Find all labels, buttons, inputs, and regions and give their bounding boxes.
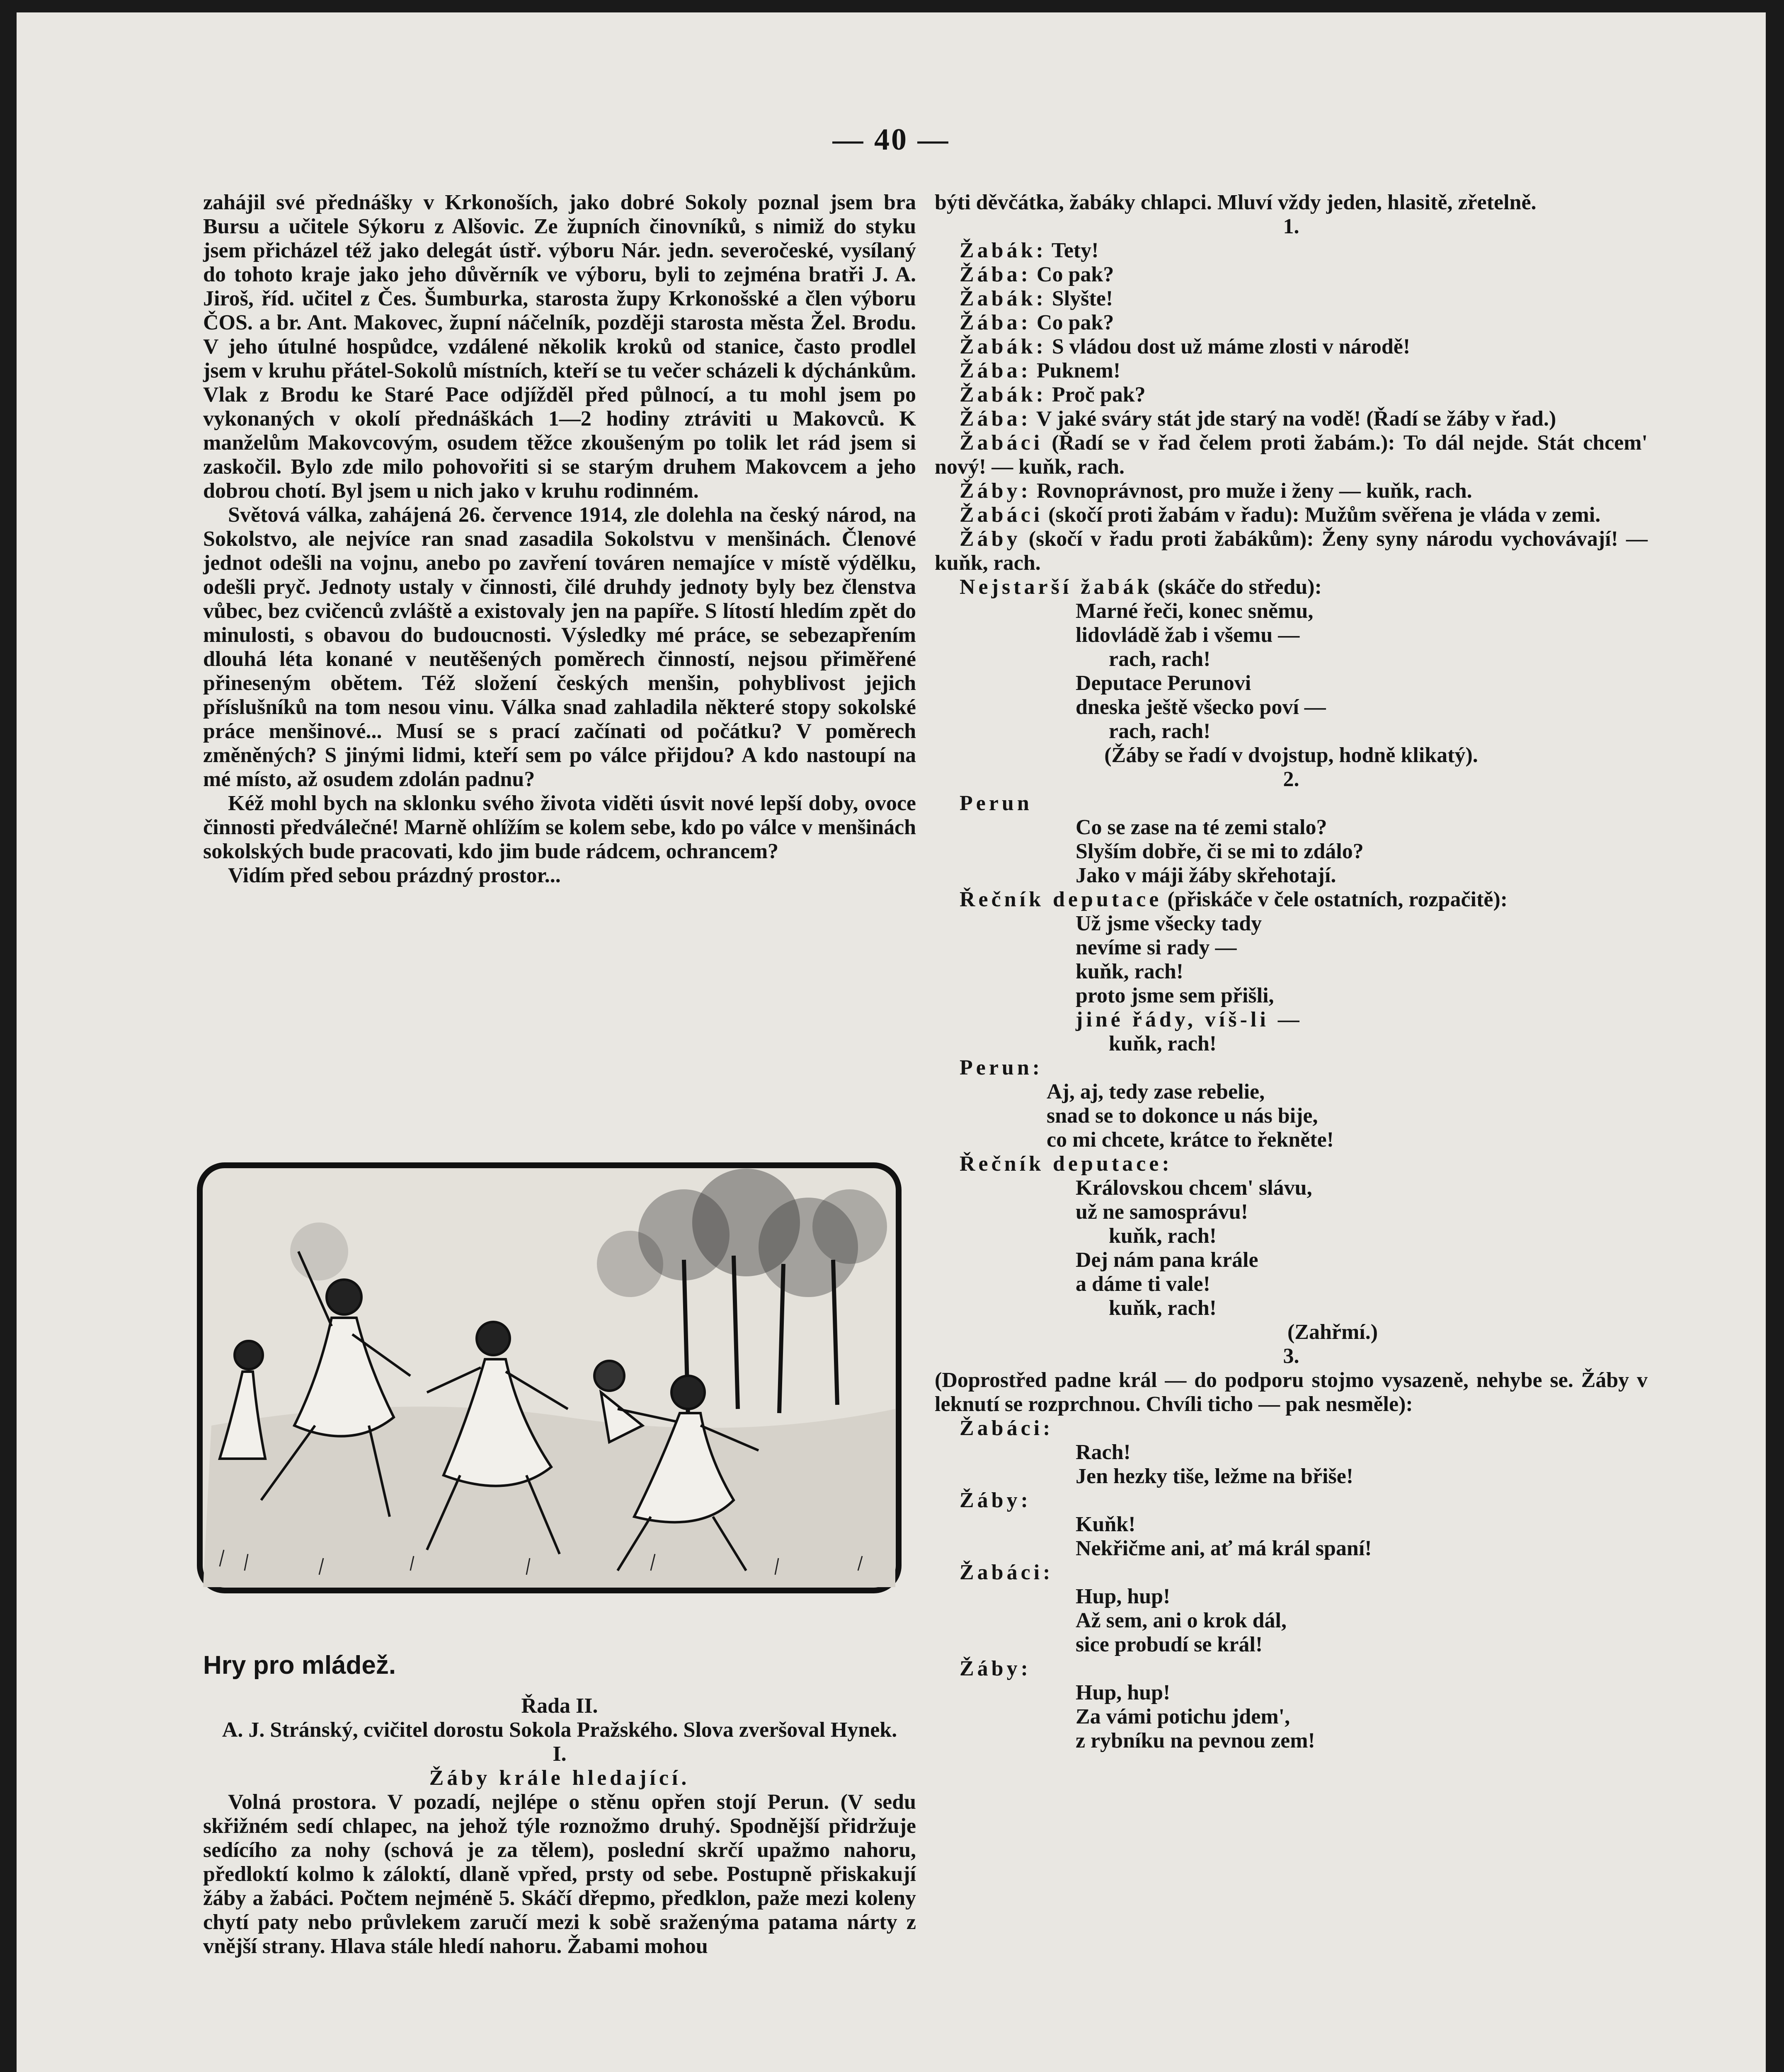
game-title: Žáby krále hledající. bbox=[429, 1766, 690, 1790]
verse-line: sice probudí se král! bbox=[1076, 1633, 1263, 1656]
verse-line: kuňk, rach! bbox=[1109, 1296, 1217, 1320]
verse-block bbox=[1076, 816, 1648, 888]
dialog-line: Žabák: S vládou dost už máme zlosti v národě! bbox=[960, 335, 1411, 358]
verse-line: Až sem, ani o krok dál, bbox=[1076, 1609, 1287, 1632]
dialog-line: Žabák: Tety! bbox=[960, 239, 1099, 262]
verse-line: Slyším dobře, či se mi to zdálo? bbox=[1076, 840, 1364, 863]
dialog-line: Žabák: Proč pak? bbox=[960, 383, 1146, 407]
dialog-line: Žába: Co pak? bbox=[960, 311, 1114, 334]
verse-line: Jen hezky tiše, ležme na břiše! bbox=[1076, 1464, 1354, 1488]
stage-direction: (Zahřmí.) bbox=[1287, 1320, 1378, 1344]
verse-line: kuňk, rach! bbox=[1076, 960, 1184, 983]
left-column bbox=[203, 191, 916, 888]
games-title: Hry pro mládež. bbox=[203, 1651, 396, 1680]
verse-line: snad se to dokonce u nás bije, bbox=[1047, 1104, 1318, 1128]
games-series: Řada II. bbox=[521, 1694, 598, 1718]
verse-block bbox=[1076, 1513, 1648, 1561]
verse-line: Kuňk! bbox=[1076, 1513, 1136, 1536]
dialog-line: Žabáci (Řadí se v řad čelem proti žabám.): To dál nejde. Stát chcem' nový! — kuňk, rach. bbox=[935, 431, 1648, 479]
verse-line: dneska ještě všecko poví — bbox=[1076, 695, 1326, 719]
verse-line: Hup, hup! bbox=[1076, 1681, 1171, 1704]
verse-line: Už jsme všecky tady bbox=[1076, 912, 1262, 935]
verse-line: jiné řády, víš-li — bbox=[1076, 1008, 1303, 1031]
dialog-line: Žáby: Rovnoprávnost, pro muže i ženy — kuňk, rach. bbox=[960, 479, 1472, 503]
dialog-line: Žabáci (skočí proti žabám v řadu): Mužům svěřena je vláda v zemi. bbox=[960, 503, 1601, 527]
speaker-zabaci: Žabáci: bbox=[960, 1561, 1054, 1584]
verse-block bbox=[1076, 912, 1648, 1056]
dialog-line: Nejstarší žabák (skáče do středu): bbox=[960, 575, 1322, 599]
verse-block bbox=[1047, 1080, 1648, 1152]
verse-line: Marné řeči, konec sněmu, bbox=[1076, 599, 1314, 623]
right-column bbox=[935, 191, 1648, 1753]
page-number: — 40 — bbox=[832, 123, 950, 157]
scene-1-number: 1. bbox=[1283, 215, 1299, 238]
verse-line: Královskou chcem' slávu, bbox=[1076, 1176, 1312, 1200]
game-intro: Volná prostora. V pozadí, nejlépe o stěnu opřen stojí Perun. (V sedu skřižném sedí chlapec, na jehož týle roznožmo druhý. Spodnější přidržuje sedícího za nohy (schová je za tělem), poslední skrčí upažmo nahoru, předloktí kolmo k záloktí, dlaně vpřed, prsty od sebe. Postupně přiskakují žáby a žabáci. Počtem nejméně 5. Skáčí dřepmo, předklon, paže mezi koleny chytí paty nebo průvlekem zaručí mezi k sobě sraženýma patama nárty z vnější strany. Hlava stále hledí nahoru. Žabami mohou bbox=[203, 1790, 916, 1958]
verse-block bbox=[1076, 599, 1648, 743]
verse-line: rach, rach! bbox=[1109, 719, 1211, 743]
dialog-line: Žába: Puknem! bbox=[960, 359, 1121, 382]
verse-line: co mi chcete, krátce to řekněte! bbox=[1047, 1128, 1334, 1152]
speaker-recnik: Řečník deputace: bbox=[960, 1152, 1173, 1176]
verse-line: z rybníku na pevnou zem! bbox=[1076, 1729, 1315, 1752]
left-paragraph-3: Kéž mohl bych na sklonku svého života viděti úsvit nové lepší doby, ovoce činnosti předválečné! Marně ohlížím se kolem sebe, kdo po válce v menšinách sokolských bude pracovati, kdo jim bude rádcem, ochrancem? bbox=[203, 792, 916, 863]
dialog-line: Žába: V jaké sváry stát jde starý na vodě! (Řadí se žáby v řad.) bbox=[960, 407, 1556, 431]
left-paragraph-1: zahájil své přednášky v Krkonoších, jako dobré Sokoly poznal jsem bra Bursu a učitele Sýkoru z Alšovic. Ze župních činovníků, s nimiž do styku jsem přicházel též jako delegát ústř. výboru Nár. jedn. severočeské, vysílaný do tohoto kraje jako jeho důvěrník ve výboru, byli to zejména bratři J. A. Jiroš, říd. učitel z Čes. Šumburka, starosta župy Krkonošské a člen výboru ČOS. a br. Ant. Makovec, župní náčelník, později starosta města Žel. Brodu. V jeho útulné hospůdce, vzdálené několik kroků od stanice, často prodlel jsem v kruhu přátel-Sokolů místních, kteří se tu večer scházeli k dýchánkům. Vlak z Brodu ke Staré Pace odjížděl před půlnocí, a tu mohl jsem po vykonaných v okolí přednáškách 1—2 hodiny ztráviti u Makovců. K manželům Makovcovým, osudem těžce zkoušeným po tolik let rád jsem si zaskočil. Bylo zde milo pohovořiti si se starým druhem Makovcem a jeho dobrou chotí. Byl jsem u nich jako v kruhu rodinném. bbox=[203, 191, 916, 503]
verse-line: už ne samosprávu! bbox=[1076, 1200, 1248, 1224]
verse-line: Aj, aj, tedy zase rebelie, bbox=[1047, 1080, 1265, 1104]
scene-2-number: 2. bbox=[1283, 767, 1299, 791]
stage-direction: (Žáby se řadí v dvojstup, hodně klikatý). bbox=[1104, 743, 1478, 767]
verse-block bbox=[1076, 1681, 1648, 1753]
games-section bbox=[203, 1653, 916, 1958]
stage-direction: (Doprostřed padne král — do podporu stojmo vysazeně, nehybe se. Žáby v leknutí se rozprchnou. Chvíli ticho — pak nesměle): bbox=[935, 1368, 1648, 1416]
speaker-zaby: Žáby: bbox=[960, 1489, 1031, 1512]
dialog-line: Žába: Co pak? bbox=[960, 263, 1114, 286]
dialog-line: Žáby (skočí v řadu proti žabákům): Ženy syny národu vychovávají! — kuňk, rach. bbox=[935, 527, 1648, 575]
verse-line: lidovládě žab i všemu — bbox=[1076, 623, 1300, 647]
verse-line: Rach! bbox=[1076, 1440, 1131, 1464]
speaker-zaby: Žáby: bbox=[960, 1657, 1031, 1680]
games-part: I. bbox=[553, 1742, 567, 1766]
left-paragraph-2: Světová válka, zahájená 26. července 1914, zle dolehla na český národ, na Sokolstvo, ale nejvíce ran snad zasadila Sokolstvu v menšinách. Členové jednot odešli na vojnu, anebo po zavření továren nemajíce v místě výdělku, odešli pryč. Jednoty ustaly v činnosti, čilé druhdy jednoty byly bez členstva vůbec, bez cvičenců zvláště a existovaly jen na papíře. S lítostí hledím zpět do minulosti, s obavou do budoucnosti. Výsledky mé práce, se sebezapřením dlouhá léta konané v neutěšených poměrech činností, nejsou přiměřené přineseným obětem. Též složení českých menšin, pohyblivost jejich příslušníků na tom nesou vinu. Válka snad zahladila některé stopy sokolské práce menšinové... Musí se s prací začínati od počátku? V poměrech změněných? S jinými lidmi, kteří sem po válce přijdou? A kdo nastoupí na mé místo, až osudem zdolán padnu? bbox=[203, 503, 916, 791]
dancing-girls-illustration bbox=[195, 1160, 904, 1595]
verse-line: rach, rach! bbox=[1109, 647, 1211, 671]
verse-line: Jako v máji žáby skřehotají. bbox=[1076, 864, 1336, 887]
verse-line: Dej nám pana krále bbox=[1076, 1248, 1258, 1272]
verse-block bbox=[1076, 1440, 1648, 1489]
verse-block bbox=[1076, 1176, 1648, 1320]
verse-line: kuňk, rach! bbox=[1109, 1224, 1217, 1248]
left-paragraph-4: Vidím před sebou prázdný prostor... bbox=[228, 864, 561, 887]
dialog-line: Řečník deputace (přiskáče v čele ostatních, rozpačitě): bbox=[960, 888, 1508, 911]
right-intro: býti děvčátka, žabáky chlapci. Mluví vždy jeden, hlasitě, zřetelně. bbox=[935, 191, 1537, 214]
scene-3-number: 3. bbox=[1283, 1344, 1299, 1368]
dialog-line: Žabák: Slyšte! bbox=[960, 287, 1113, 310]
verse-line: Za vámi potichu jdem', bbox=[1076, 1705, 1290, 1728]
verse-line: Co se zase na té zemi stalo? bbox=[1076, 816, 1327, 839]
verse-line: Nekřičme ani, ať má král spaní! bbox=[1076, 1537, 1372, 1560]
speaker-perun: Perun: bbox=[960, 1056, 1043, 1080]
speaker-zabaci: Žabáci: bbox=[960, 1416, 1054, 1440]
document-page bbox=[17, 12, 1766, 2072]
verse-line: Hup, hup! bbox=[1076, 1585, 1171, 1608]
speaker-perun: Perun bbox=[960, 792, 1033, 815]
verse-line: nevíme si rady — bbox=[1076, 936, 1237, 959]
verse-block bbox=[1076, 1585, 1648, 1657]
verse-line: Deputace Perunovi bbox=[1076, 671, 1251, 695]
verse-line: kuňk, rach! bbox=[1109, 1032, 1217, 1055]
verse-line: a dáme ti vale! bbox=[1076, 1272, 1210, 1296]
games-author: A. J. Stránský, cvičitel dorostu Sokola Pražského. Slova zveršoval Hynek. bbox=[222, 1718, 897, 1742]
verse-line: proto jsme sem přišli, bbox=[1076, 984, 1274, 1007]
